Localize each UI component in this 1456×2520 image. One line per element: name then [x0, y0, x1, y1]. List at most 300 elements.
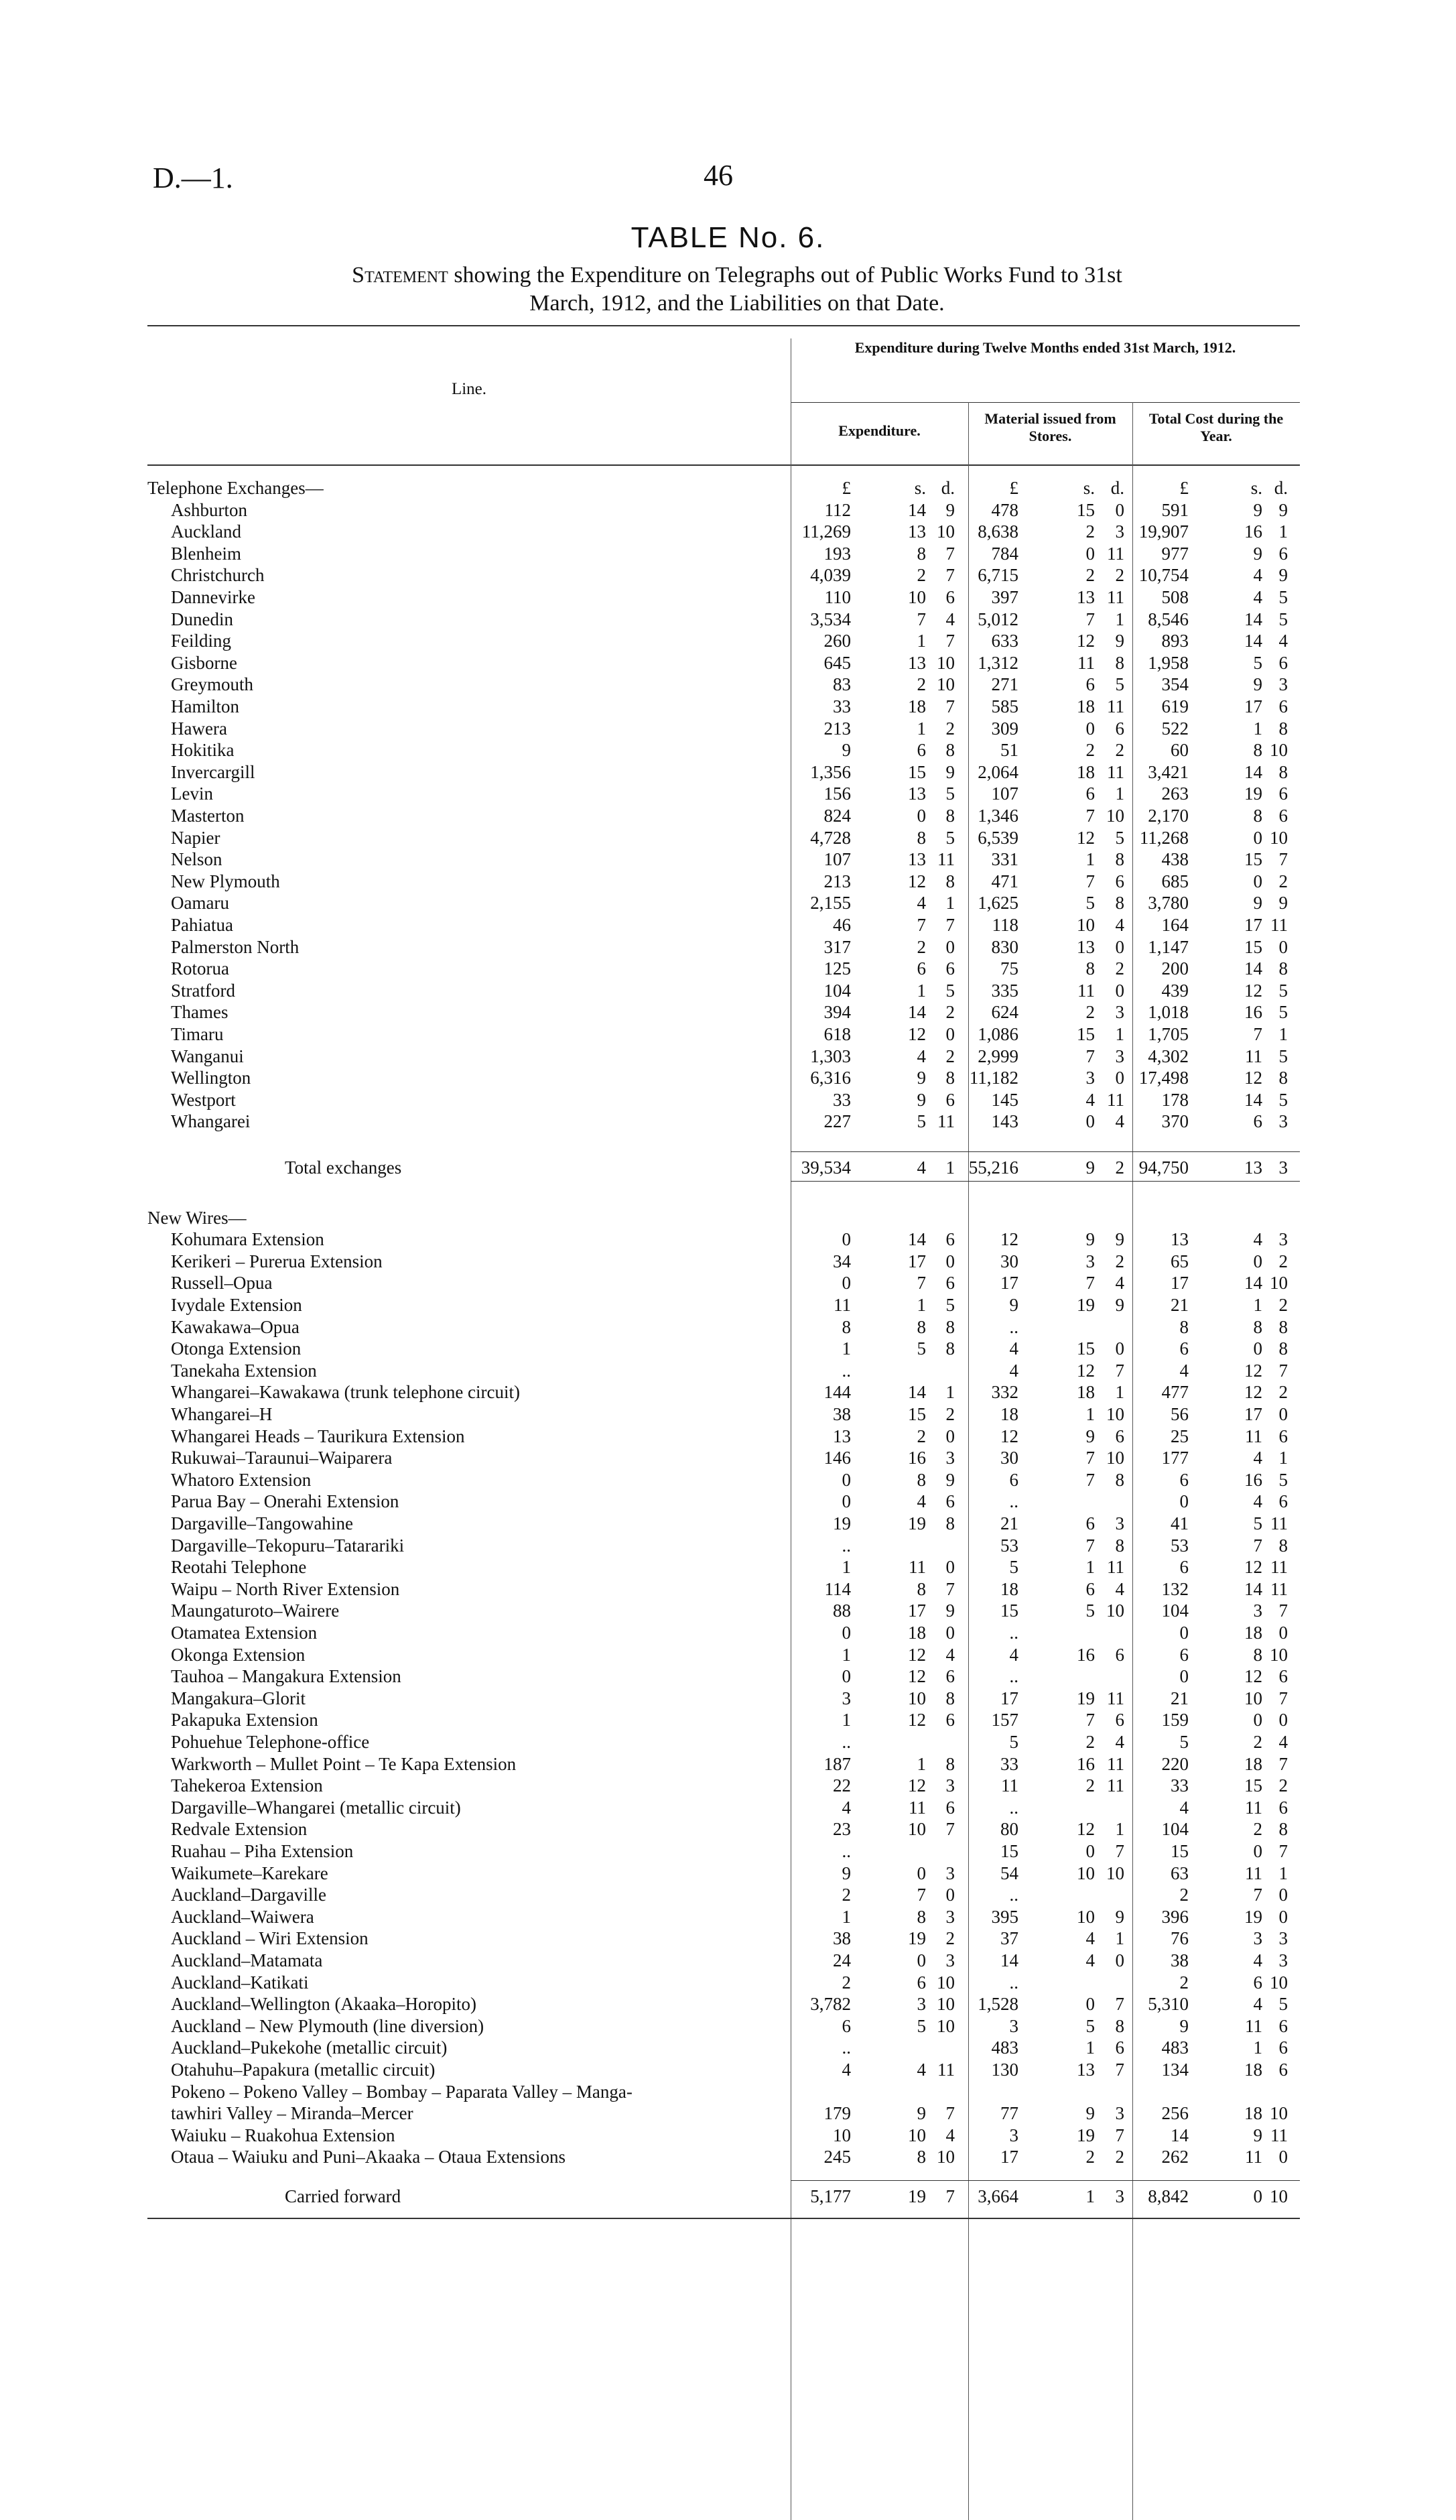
cell-m-pounds: 130 [991, 2060, 1018, 2080]
cell-m-shillings: 1 [1085, 2037, 1095, 2058]
cell-e-pence: 0 [945, 1885, 955, 1905]
cell-m-pounds: 21 [1000, 1513, 1018, 1533]
cell-t-shillings: 9 [1253, 543, 1262, 564]
cell-e-shillings: 13 [908, 783, 926, 804]
cell-m-pounds: 8,638 [978, 521, 1018, 542]
cell-t-pounds: 0 [1179, 1666, 1189, 1687]
cell-e-pence: 2 [945, 1928, 955, 1949]
cell-m-shillings: 3 [1085, 1251, 1095, 1271]
cell-e-shillings: 4 [917, 2060, 926, 2080]
cell-e-pence: 7 [945, 2186, 955, 2206]
cell-m-pence: 7 [1115, 2060, 1124, 2080]
cell-t-shillings: 6 [1253, 1972, 1262, 1993]
cell-t-pounds: 13 [1171, 1229, 1189, 1250]
wire-row [147, 1251, 1300, 1272]
row-label: Whangarei [171, 1111, 251, 1132]
cell-t-pence: 0 [1278, 1623, 1288, 1643]
row-label: Hawera [171, 718, 227, 739]
cell-t-pence: 6 [1278, 1666, 1288, 1687]
row-label: Rukuwai–Taraunui–Waiparera [171, 1448, 393, 1468]
wire-row [147, 1884, 1300, 1905]
page-number: 46 [704, 159, 733, 192]
cell-m-shillings: 9 [1085, 2103, 1095, 2124]
cell-e-pounds: 0 [842, 1273, 851, 1294]
group-underline [791, 402, 1300, 403]
cell-e-shillings: 0 [917, 1950, 926, 1970]
cell-t-pounds: 439 [1161, 980, 1189, 1001]
cell-t-pence: 8 [1278, 1819, 1288, 1840]
cell-t-shillings: 9 [1253, 674, 1262, 695]
exchange-row [147, 1111, 1300, 1132]
wire-row-part [147, 2081, 1300, 2102]
cell-t-pence: 6 [1278, 783, 1288, 804]
wire-row [147, 1928, 1300, 1949]
cell-t-shillings: 15 [1244, 936, 1262, 957]
cell-e-pence: 0 [945, 1557, 955, 1578]
cell-e-shillings: 10 [908, 1819, 926, 1840]
cell-t-shillings: 14 [1244, 1273, 1262, 1294]
cell-m-shillings: 6 [1085, 1578, 1095, 1599]
cell-t-pounds: 65 [1171, 1251, 1189, 1271]
row-label: Greymouth [171, 674, 253, 695]
cell-e-shillings: 6 [917, 740, 926, 761]
row-label: Dargaville–Whangarei (metallic circuit) [171, 1797, 461, 1818]
cell-t-shillings: 11 [1245, 1046, 1262, 1066]
cell-m-pounds: 6,715 [978, 565, 1018, 586]
cell-e-shillings: 4 [917, 1491, 926, 1512]
cell-t-shillings: 5 [1253, 652, 1262, 673]
cell-m-shillings: 13 [1077, 2060, 1095, 2080]
cell-t-pence: 9 [1278, 499, 1288, 520]
cell-m-pence: d. [1110, 478, 1124, 498]
cell-m-shillings: 4 [1085, 1928, 1095, 1949]
cell-e-pounds: 213 [823, 718, 851, 739]
cell-m-shillings: 2 [1085, 1775, 1095, 1796]
cell-t-shillings: 18 [1244, 2103, 1262, 2124]
cell-e-pence: 8 [945, 806, 955, 826]
cell-m-pence: 2 [1115, 740, 1124, 761]
cell-m-pence: 8 [1115, 1535, 1124, 1556]
cell-m-shillings: 5 [1085, 2015, 1095, 2036]
cell-t-shillings: 4 [1253, 565, 1262, 586]
cell-t-pence: 8 [1278, 1535, 1288, 1556]
cell-e-pence: 3 [945, 1863, 955, 1883]
cell-e-pence: 10 [937, 2015, 955, 2036]
cell-t-pence: 0 [1278, 1404, 1288, 1424]
wire-row [147, 1688, 1300, 1709]
cell-t-pence: 11 [1270, 1513, 1288, 1533]
cell-m-pounds: 37 [1000, 1928, 1018, 1949]
cell-e-shillings: 15 [908, 761, 926, 782]
cell-e-pence: 9 [945, 499, 955, 520]
cell-t-pounds: 41 [1171, 1513, 1189, 1533]
cell-e-shillings: s. [914, 478, 926, 498]
cell-t-pence: d. [1274, 478, 1288, 498]
cell-e-shillings: 1 [917, 1295, 926, 1315]
cell-t-pounds: 483 [1161, 2037, 1189, 2058]
cell-e-pounds: 187 [823, 1753, 851, 1774]
cell-e-shillings: 10 [908, 587, 926, 607]
cell-m-pence: 11 [1107, 1753, 1124, 1774]
cell-t-pounds: 76 [1171, 1928, 1189, 1949]
cell-m-shillings: 8 [1085, 958, 1095, 979]
wire-row [147, 2125, 1300, 2146]
cell-t-pounds: 94,750 [1138, 1157, 1189, 1178]
cell-t-shillings: 2 [1253, 1819, 1262, 1840]
cell-t-shillings: 5 [1253, 1513, 1262, 1533]
row-label: Auckland – New Plymouth (line diversion) [171, 2015, 484, 2036]
cell-t-pence: 11 [1270, 1557, 1288, 1578]
cell-m-shillings: 7 [1085, 1046, 1095, 1066]
cell-e-shillings: 9 [917, 2103, 926, 2124]
cell-e-shillings: 2 [917, 1426, 926, 1446]
cell-t-shillings: 9 [1253, 2125, 1262, 2145]
cell-t-pence: 5 [1278, 1469, 1288, 1490]
cell-m-pence: 11 [1107, 761, 1124, 782]
cell-e-pounds: .. [842, 1535, 851, 1556]
cell-m-pence: 8 [1115, 893, 1124, 914]
total-rule-bottom [791, 1181, 1300, 1182]
exchange-row [147, 848, 1300, 870]
cell-m-pounds: 11,182 [969, 1068, 1018, 1088]
cell-e-pounds: 4,728 [810, 827, 851, 848]
row-label: Napier [171, 827, 220, 848]
cell-e-shillings: 12 [908, 1644, 926, 1665]
cell-m-pence: 0 [1115, 936, 1124, 957]
cell-e-pounds: 22 [833, 1775, 851, 1796]
cell-m-pounds: 30 [1000, 1251, 1018, 1271]
cell-m-shillings: 3 [1085, 1068, 1095, 1088]
cell-e-shillings: 13 [908, 652, 926, 673]
cell-e-pounds: 0 [842, 1491, 851, 1512]
cell-e-pence: 8 [945, 871, 955, 891]
row-label: Warkworth – Mullet Point – Te Kapa Extension [171, 1753, 517, 1774]
cell-t-pence: 6 [1278, 806, 1288, 826]
cell-t-pounds: 619 [1161, 696, 1189, 716]
cell-m-pounds: 145 [991, 1089, 1018, 1110]
cell-e-shillings: 19 [908, 1928, 926, 1949]
cell-m-shillings: 5 [1085, 1600, 1095, 1621]
wire-row [147, 1840, 1300, 1862]
cell-t-pence: 0 [1278, 1710, 1288, 1730]
exchange-row [147, 871, 1300, 892]
cell-m-pounds: 11 [1001, 1775, 1018, 1796]
cell-t-shillings: 0 [1253, 1251, 1262, 1271]
cell-e-shillings: 4 [917, 1157, 926, 1178]
cell-t-pence: 3 [1278, 1157, 1288, 1178]
cell-e-shillings: 2 [917, 936, 926, 957]
row-label: Waikumete–Karekare [171, 1863, 328, 1883]
cell-t-shillings: 7 [1253, 1535, 1262, 1556]
cell-t-pounds: 1,018 [1148, 1002, 1189, 1023]
row-label: Kerikeri – Purerua Extension [171, 1251, 383, 1271]
cell-m-pounds: .. [1009, 1316, 1018, 1337]
cell-t-pounds: 2 [1179, 1885, 1189, 1905]
cell-e-pounds: 83 [833, 674, 851, 695]
cell-t-pounds: 17 [1171, 1273, 1189, 1294]
cell-e-shillings: 11 [909, 1557, 926, 1578]
cell-t-pounds: 17,498 [1138, 1068, 1189, 1088]
cell-t-pence: 5 [1278, 1089, 1288, 1110]
cell-t-pence: 0 [1278, 1885, 1288, 1905]
cell-t-pounds: 11,268 [1139, 827, 1189, 848]
cell-m-pence: 3 [1115, 1513, 1124, 1533]
cell-m-pounds: 6 [1009, 1469, 1018, 1490]
cell-e-shillings: 2 [917, 674, 926, 695]
wire-row [147, 1316, 1300, 1338]
cell-t-shillings: 1 [1253, 718, 1262, 739]
cell-e-pounds: 0 [842, 1666, 851, 1687]
cell-e-pence: 5 [945, 783, 955, 804]
cell-m-shillings: 6 [1085, 783, 1095, 804]
cell-t-shillings: 0 [1253, 1710, 1262, 1730]
cell-e-shillings: 4 [917, 893, 926, 914]
cell-e-pence: 9 [945, 1469, 955, 1490]
cell-m-shillings: 11 [1077, 652, 1095, 673]
cell-t-shillings: 0 [1253, 871, 1262, 891]
row-label: Russell–Opua [171, 1273, 273, 1294]
cell-m-pounds: .. [1009, 1623, 1018, 1643]
cell-m-shillings: 7 [1085, 1273, 1095, 1294]
cell-e-shillings: 2 [917, 565, 926, 586]
cell-t-pounds: 0 [1179, 1623, 1189, 1643]
cell-t-pounds: 6 [1179, 1644, 1189, 1665]
statement-line-1-rest: showing the Expenditure on Telegraphs out of Public Works Fund to 31st [448, 263, 1122, 288]
cell-t-pounds: 8,546 [1148, 609, 1189, 629]
cell-m-shillings: 2 [1085, 521, 1095, 542]
cell-e-pounds: 146 [823, 1448, 851, 1468]
cell-m-pence: 11 [1107, 587, 1124, 607]
cell-e-pence: 11 [937, 2060, 955, 2080]
row-label: Feilding [171, 631, 232, 651]
row-label: Dannevirke [171, 587, 255, 607]
exchange-row [147, 674, 1300, 695]
cell-t-pounds: 104 [1161, 1819, 1189, 1840]
cell-m-pence: 8 [1115, 1469, 1124, 1490]
cell-e-pence: 8 [945, 1316, 955, 1337]
row-label: Pokeno – Pokeno Valley – Bombay – Paparata Valley – Manga- [171, 2081, 633, 2102]
cell-t-pounds: 0 [1179, 1491, 1189, 1512]
cell-e-pence: 6 [945, 1797, 955, 1818]
row-label: Otahuhu–Papakura (metallic circuit) [171, 2060, 436, 2080]
row-label: Pakapuka Extension [171, 1710, 318, 1730]
wire-row [147, 1665, 1300, 1687]
cell-t-pounds: £ [1179, 478, 1189, 498]
cell-t-shillings: 10 [1244, 1688, 1262, 1708]
exchange-row [147, 564, 1300, 586]
cell-e-pence: 6 [945, 958, 955, 979]
cell-m-shillings: 0 [1085, 1994, 1095, 2015]
cell-m-shillings: 9 [1085, 1229, 1095, 1250]
cell-e-pounds: .. [842, 1841, 851, 1861]
wire-row [147, 2102, 1300, 2124]
cell-e-pounds: 3 [842, 1688, 851, 1708]
cell-m-shillings: 9 [1085, 1157, 1095, 1178]
row-label: Otonga Extension [171, 1338, 302, 1359]
cell-m-pence: 1 [1115, 1024, 1124, 1044]
cell-e-shillings: 8 [917, 2147, 926, 2167]
cell-t-shillings: 0 [1253, 1841, 1262, 1861]
cell-m-pence: 2 [1115, 2147, 1124, 2167]
cell-m-pounds: .. [1009, 1797, 1018, 1818]
cell-t-pounds: 25 [1171, 1426, 1189, 1446]
cell-t-pence: 1 [1278, 1448, 1288, 1468]
page-ref: D.—1. [153, 162, 233, 194]
cell-m-pounds: 331 [991, 849, 1018, 870]
cell-m-shillings: 4 [1085, 1089, 1095, 1110]
wire-row [147, 1906, 1300, 1928]
cell-m-shillings: 2 [1085, 1002, 1095, 1023]
cell-m-pence: 4 [1115, 915, 1124, 935]
cell-e-pence: 7 [945, 915, 955, 935]
cell-m-shillings: 19 [1077, 1688, 1095, 1708]
cell-e-pence: 5 [945, 1295, 955, 1315]
cell-m-shillings: 12 [1077, 827, 1095, 848]
cell-m-shillings: 2 [1085, 565, 1095, 586]
cell-e-pence: 4 [945, 2125, 955, 2145]
wire-row [147, 1578, 1300, 1600]
exchange-row [147, 827, 1300, 848]
cell-e-pence: 7 [945, 543, 955, 564]
cell-m-pounds: 830 [991, 936, 1018, 957]
cell-m-shillings: 16 [1077, 1753, 1095, 1774]
cell-m-shillings: 16 [1077, 1644, 1095, 1665]
cell-t-pounds: 354 [1161, 674, 1189, 695]
cell-m-shillings: 7 [1085, 609, 1095, 629]
cell-m-pence: 11 [1107, 696, 1124, 716]
cell-e-pence: 3 [945, 1448, 955, 1468]
cell-t-pence: 3 [1278, 674, 1288, 695]
cell-e-pounds: 110 [824, 587, 851, 607]
cell-t-pence: 7 [1278, 1753, 1288, 1774]
cell-e-shillings: 17 [908, 1600, 926, 1621]
cell-e-pence: 10 [937, 2147, 955, 2167]
cell-m-pence: 6 [1115, 1710, 1124, 1730]
cell-e-pounds: 4 [842, 1797, 851, 1818]
cell-m-pounds: 30 [1000, 1448, 1018, 1468]
cell-m-pounds: 80 [1000, 1819, 1018, 1840]
cell-t-pounds: 4,302 [1148, 1046, 1189, 1066]
cell-t-shillings: s. [1250, 478, 1262, 498]
cell-e-shillings: 13 [908, 849, 926, 870]
cell-m-pounds: 2,064 [978, 761, 1018, 782]
cell-m-pounds: 12 [1000, 1229, 1018, 1250]
cell-t-shillings: 1 [1253, 2037, 1262, 2058]
cell-t-pounds: 1,705 [1148, 1024, 1189, 1044]
cell-m-pence: 3 [1115, 2186, 1124, 2206]
cell-m-pence: 6 [1115, 871, 1124, 891]
cell-t-pounds: 10,754 [1138, 565, 1189, 586]
cell-e-pounds: 88 [833, 1600, 851, 1621]
cell-m-pounds: 17 [1000, 2147, 1018, 2167]
cell-t-pence: 6 [1278, 1491, 1288, 1512]
cell-e-pence: 4 [945, 609, 955, 629]
cell-t-pounds: 33 [1171, 1775, 1189, 1796]
carried-forward-row [147, 2186, 1300, 2207]
cell-t-shillings: 4 [1253, 1229, 1262, 1250]
cell-e-shillings: 5 [917, 2015, 926, 2036]
cell-t-shillings: 0 [1253, 2186, 1262, 2206]
cell-t-pence: 10 [1270, 1273, 1288, 1294]
cell-t-pence: 0 [1278, 2147, 1288, 2167]
statement-word: Statement [352, 263, 448, 288]
cell-t-pence: 5 [1278, 609, 1288, 629]
cell-t-shillings: 11 [1245, 2147, 1262, 2167]
cell-t-pence: 4 [1278, 631, 1288, 651]
row-label: New Wires— [147, 1207, 247, 1228]
wire-row [147, 1863, 1300, 1884]
cell-m-pounds: 5,012 [978, 609, 1018, 629]
exchange-row [147, 586, 1300, 608]
cell-e-shillings: 4 [917, 1046, 926, 1066]
wire-row [147, 1469, 1300, 1491]
cell-e-pence: 3 [945, 1950, 955, 1970]
cell-m-pounds: 1,086 [978, 1024, 1018, 1044]
wire-row [147, 2146, 1300, 2167]
cell-e-pounds: 23 [833, 1819, 851, 1840]
cell-e-pounds: 227 [823, 1111, 851, 1132]
exchange-row [147, 914, 1300, 936]
cell-t-pounds: 9 [1179, 2015, 1189, 2036]
exchange-row [147, 739, 1300, 761]
row-label: Auckland–Katikati [171, 1972, 309, 1993]
exchange-row [147, 892, 1300, 914]
cell-t-pounds: 200 [1161, 958, 1189, 979]
cell-m-pence: 6 [1115, 1644, 1124, 1665]
cell-t-pence: 9 [1278, 893, 1288, 914]
cell-m-pounds: 395 [991, 1906, 1018, 1927]
wire-row [147, 1272, 1300, 1294]
column-head-group: Expenditure during Twelve Months ended 31st March, 1912. [854, 339, 1236, 356]
cell-e-shillings: 19 [908, 2186, 926, 2206]
cell-t-pence: 10 [1270, 2186, 1288, 2206]
cell-t-pounds: 159 [1161, 1710, 1189, 1730]
cell-e-shillings: 7 [917, 1885, 926, 1905]
cell-t-shillings: 11 [1245, 1863, 1262, 1883]
cell-e-pence: 1 [945, 893, 955, 914]
cell-t-shillings: 17 [1244, 696, 1262, 716]
cell-m-shillings: 10 [1077, 1906, 1095, 1927]
cell-e-pounds: 11 [834, 1295, 851, 1315]
cell-e-pence: 8 [945, 1068, 955, 1088]
cell-e-pounds: 11,269 [801, 521, 851, 542]
wire-row [147, 1228, 1300, 1250]
cell-m-pounds: 12 [1000, 1426, 1018, 1446]
row-label: Total exchanges [285, 1157, 402, 1178]
cell-m-pounds: 2,999 [978, 1046, 1018, 1066]
cell-m-pence: 9 [1115, 1229, 1124, 1250]
cell-m-shillings: 12 [1077, 631, 1095, 651]
cell-e-pounds: 114 [824, 1578, 851, 1599]
cell-t-pounds: 6 [1179, 1338, 1189, 1359]
cell-e-pence: 0 [945, 1623, 955, 1643]
cell-t-shillings: 7 [1253, 1885, 1262, 1905]
header-top-rule [147, 325, 1300, 326]
exchange-row [147, 718, 1300, 739]
cell-e-pounds: 107 [823, 849, 851, 870]
cell-m-pounds: .. [1009, 1666, 1018, 1687]
cell-t-pence: 6 [1278, 2060, 1288, 2080]
cell-e-pounds: 156 [823, 783, 851, 804]
cell-e-shillings: 5 [917, 1338, 926, 1359]
cell-e-pence: 6 [945, 1273, 955, 1294]
row-label: Whangarei Heads – Taurikura Extension [171, 1426, 465, 1446]
cell-m-shillings: 0 [1085, 543, 1095, 564]
wire-row [147, 1381, 1300, 1403]
cell-t-shillings: 8 [1253, 740, 1262, 761]
cell-e-pence: 6 [945, 1491, 955, 1512]
row-label: Timaru [171, 1024, 224, 1044]
